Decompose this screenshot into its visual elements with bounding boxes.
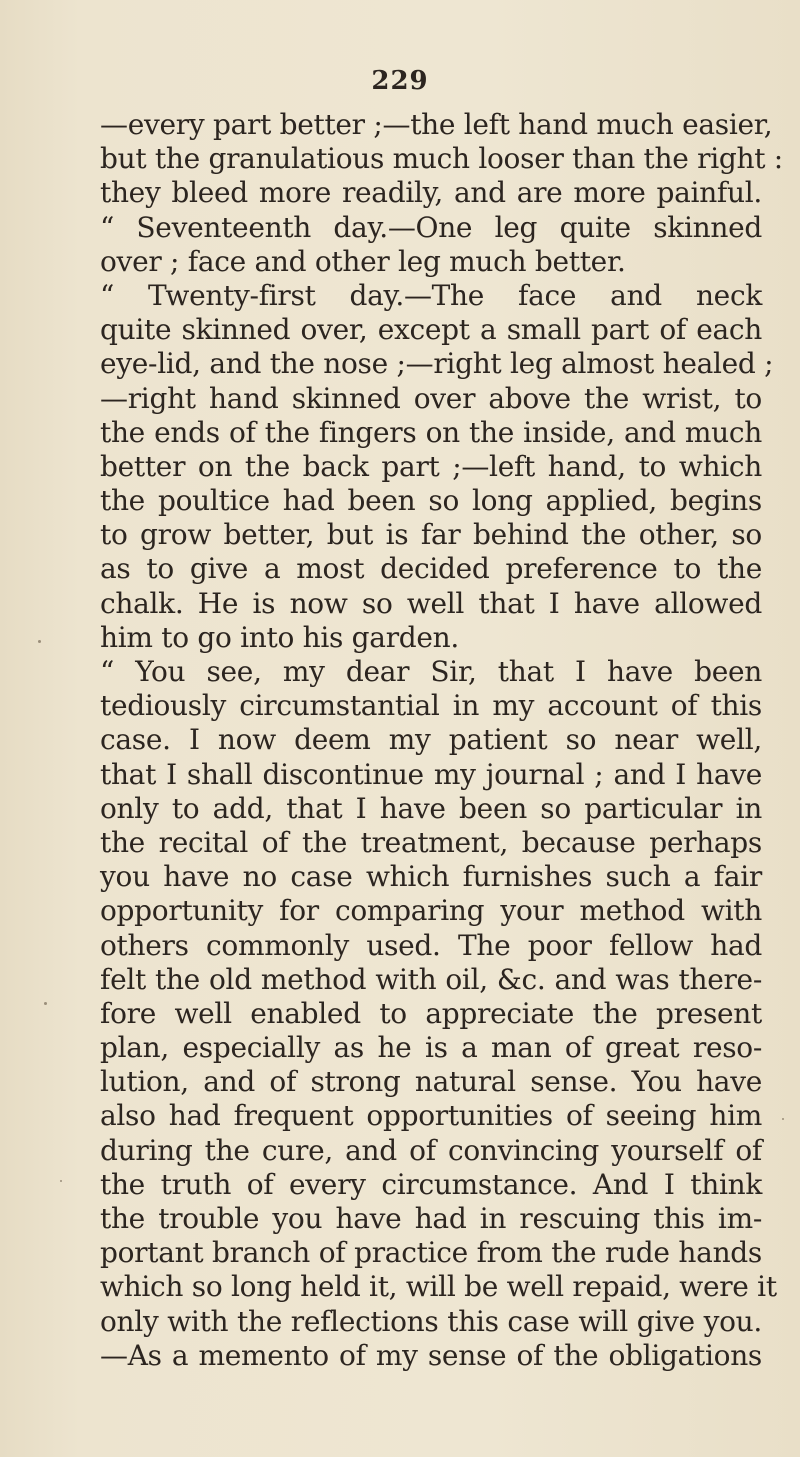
text-line: the truth of every circumstance. And I think	[100, 1167, 762, 1201]
text-line: the poultice had been so long applied, begins	[100, 484, 762, 518]
page-number: 229	[371, 66, 429, 96]
text-line: but the granulatious much looser than the right :	[100, 142, 783, 176]
text-line: only to add, that I have been so particular in	[100, 791, 762, 825]
text-line: “ You see, my dear Sir, that I have been	[100, 655, 762, 688]
text-line: better on the back part ;—left hand, to which	[100, 449, 762, 483]
text-line: lution, and of strong natural sense. You have	[100, 1065, 762, 1099]
text-line: only with the reflections this case will give you.	[100, 1304, 762, 1338]
text-line: chalk. He is now so well that I have allowed	[100, 586, 762, 620]
text-line: “ Seventeenth day.—One leg quite skinned	[100, 210, 762, 244]
text-line: —As a memento of my sense of the obligations	[100, 1338, 762, 1372]
text-line: they bleed more readily, and are more painful.	[100, 176, 762, 210]
text-line: the ends of the fingers on the inside, and much	[100, 415, 762, 449]
text-line: to grow better, but is far behind the other, so	[100, 518, 762, 552]
paper-speck	[38, 640, 41, 643]
text-line: quite skinned over, except a small part of each	[100, 313, 762, 347]
text-line: case. I now deem my patient so near well,	[100, 723, 762, 757]
text-line: which so long held it, will be well repaid, were it	[100, 1270, 777, 1304]
text-line: fore well enabled to appreciate the present	[100, 996, 762, 1030]
text-line: tediously circumstantial in my account of this	[100, 689, 762, 723]
text-line: —right hand skinned over above the wrist, to	[100, 381, 762, 415]
text-line: the recital of the treatment, because perhaps	[100, 825, 762, 859]
text-line: opportunity for comparing your method with	[100, 894, 762, 928]
text-line: eye-lid, and the nose ;—right leg almost healed ;	[100, 347, 774, 381]
text-line: you have no case which furnishes such a fair	[100, 860, 762, 894]
text-line: over ; face and other leg much better.	[100, 244, 626, 278]
text-line: —every part better ;—the left hand much easier,	[100, 108, 773, 141]
text-line: “ Twenty-first day.—The face and neck	[100, 278, 762, 312]
text-line: portant branch of practice from the rude hands	[100, 1236, 762, 1270]
text-line: as to give a most decided preference to the	[100, 552, 762, 586]
body-text	[100, 108, 783, 1373]
paper-speck	[60, 1180, 62, 1182]
text-line: during the cure, and of convincing yourself of	[100, 1133, 762, 1167]
text-line: also had frequent opportunities of seeing him	[100, 1099, 762, 1133]
paper-speck	[44, 1002, 47, 1005]
text-line: him to go into his garden.	[100, 620, 460, 654]
text-line: plan, especially as he is a man of great reso-	[100, 1031, 762, 1065]
text-line: the trouble you have had in rescuing this im-	[100, 1202, 762, 1235]
text-line: others commonly used. The poor fellow had	[100, 928, 762, 962]
paper-speck	[782, 1118, 784, 1120]
text-line: that I shall discontinue my journal ; and I have	[100, 757, 762, 791]
text-line: felt the old method with oil, &c. and was there-	[100, 962, 762, 996]
